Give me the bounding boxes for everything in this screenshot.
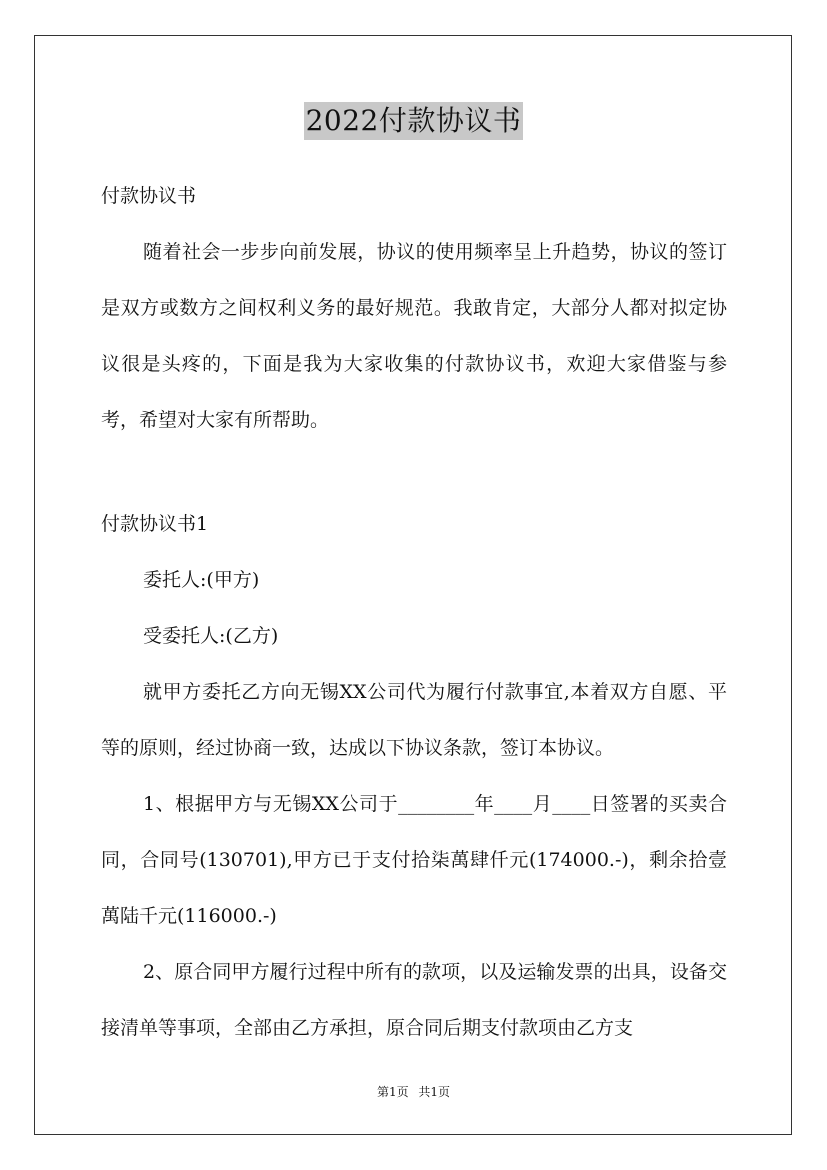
document-body: [101, 168, 727, 1056]
agent-line: 受委托人:(乙方): [143, 625, 279, 647]
paragraph-gap: [101, 448, 727, 496]
purpose-paragraph: 就甲方委托乙方向无锡XX公司代为履行付款事宜,本着双方自愿、平等的原则，经过协商一致，达成以下协议条款，签订本协议。: [101, 681, 727, 759]
page-number-current: 第1页: [376, 1085, 409, 1099]
page-number-total: 共1页: [418, 1085, 451, 1099]
title-container: [0, 102, 827, 140]
section-heading: 付款协议书1: [101, 513, 209, 535]
clause-1: 1、根据甲方与无锡XX公司于________年____月____日签署的买卖合同，合同号(130701),甲方已于支付拾柒萬肆仟元(174000.-)，剩余拾壹萬陆千元(116000.-): [101, 793, 727, 927]
document-heading: 付款协议书: [101, 185, 197, 207]
page-footer: [0, 1083, 827, 1101]
document-title: 2022付款协议书: [304, 102, 524, 140]
clause-2: 2、原合同甲方履行过程中所有的款项，以及运输发票的出具，设备交接清单等事项，全部由乙方承担，原合同后期支付款项由乙方支: [101, 961, 727, 1039]
intro-paragraph: 随着社会一步步向前发展，协议的使用频率呈上升趋势，协议的签订是双方或数方之间权利义务的最好规范。我敢肯定，大部分人都对拟定协议很是头疼的，下面是我为大家收集的付款协议书，欢迎大家借鉴与参考，希望对大家有所帮助。: [101, 241, 727, 431]
principal-line: 委托人:(甲方): [143, 569, 260, 591]
